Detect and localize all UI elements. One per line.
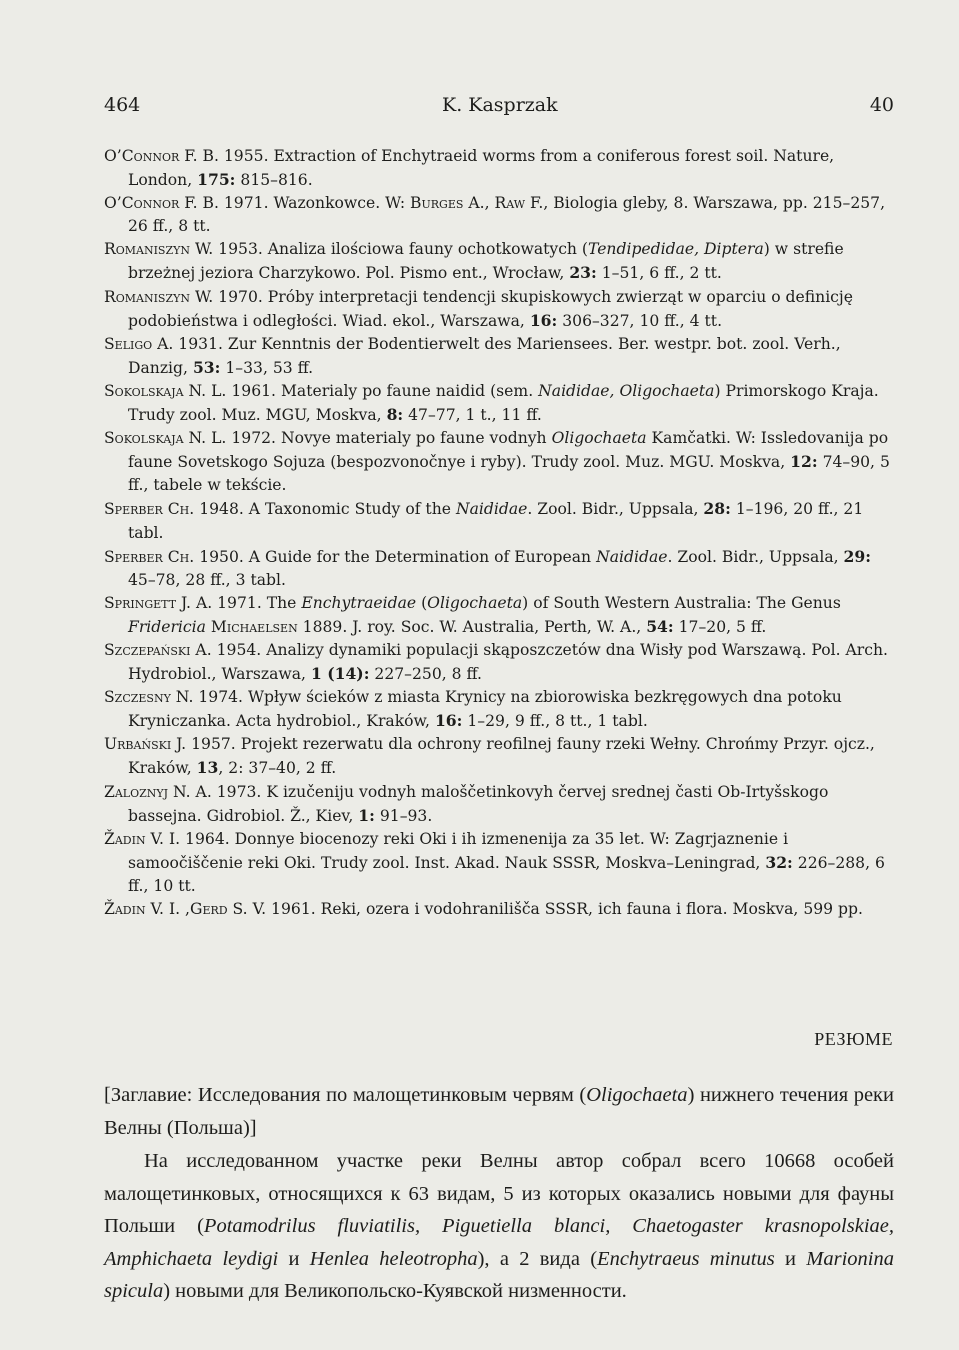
text-run: 1973. K izučeniju vodnyh maloščetinkovyh červej srednej časti Ob-Irtyšskogo bassejna. Gidrobiol. Ž., Kiev, xyxy=(128,782,829,825)
text-run: ) новыми для Великопольско-Куявской низменности. xyxy=(163,1280,627,1303)
text-run: 47–77, 1 t., 11 ff. xyxy=(403,406,542,425)
text-run: 1889. J. roy. Soc. W. Australia, Perth, W. A., xyxy=(297,617,647,636)
reference-entry xyxy=(104,192,894,238)
volume-number: 1: xyxy=(358,805,375,825)
taxon-name: Tendipedidae, Diptera xyxy=(588,240,764,259)
text-run: [Заглавие: Исследования по малощетинковым червям ( xyxy=(104,1084,587,1106)
taxon-name: Oligochaeta xyxy=(427,593,523,612)
volume-number: 32: xyxy=(765,852,793,872)
volume-number: 28: xyxy=(703,499,731,519)
volume-number: 16: xyxy=(434,711,463,731)
taxon-name: Marionina spicula xyxy=(104,1247,894,1303)
author-name: Urbański J. xyxy=(104,735,187,754)
taxon-name: Oligochaeta xyxy=(551,429,647,448)
text-run: 1961. Materialy po faune naidid (sem. xyxy=(226,381,539,400)
volume-number: 175: xyxy=(197,170,236,190)
reference-entry xyxy=(104,592,894,639)
text-run: 17–20, 5 ff. xyxy=(673,617,767,636)
reference-entry xyxy=(104,333,894,380)
reference-entry xyxy=(104,145,894,192)
author-name: O’Connor F. B. xyxy=(104,147,219,165)
author-name: Raw F. xyxy=(494,194,544,213)
text-run: 1–51, 6 ff., 2 tt. xyxy=(596,264,722,283)
volume-number: 29: xyxy=(843,546,872,566)
author-name: Žadin V. I. xyxy=(104,900,181,918)
text-run: ) of South Western Australia: The Genus xyxy=(522,593,841,612)
taxon-name: Oligochaeta xyxy=(586,1084,688,1106)
author-name: Gerd S. V. xyxy=(190,900,267,918)
reference-entry xyxy=(104,733,894,780)
text-run: , 2: 37–40, 2 ff. xyxy=(218,759,337,778)
taxon-name: Naididae, Oligochaeta xyxy=(538,381,715,400)
reference-entry xyxy=(104,238,894,285)
taxon-name: Fridericia xyxy=(128,617,206,636)
text-run: , xyxy=(484,194,495,213)
text-run: 1–196, 20 ff., 21 tabl. xyxy=(128,500,864,542)
reference-entry xyxy=(104,781,894,828)
reference-entry xyxy=(104,427,894,497)
author-name: Seligo A. xyxy=(104,334,174,353)
author-name: Sokolskaja N. L. xyxy=(104,429,227,448)
author-name: Springett J. A. xyxy=(104,593,213,612)
taxon-name: Naididae xyxy=(455,500,528,519)
author-name: Sperber Ch. xyxy=(104,500,195,519)
text-run: 74–90, 5 ff., tabele w tekście. xyxy=(128,453,890,495)
text-run: 1950. A Guide for the Determination of European xyxy=(194,547,597,566)
author-name: Sperber Ch. xyxy=(104,547,195,566)
author-name: Zaloznyj N. A. xyxy=(104,782,212,801)
volume-number: 13 xyxy=(196,758,219,778)
resume-heading: РЕЗЮМЕ xyxy=(814,1029,893,1049)
author-name: Burges A. xyxy=(410,194,485,213)
text-run: 1–33, 53 ff. xyxy=(220,358,314,377)
author-name: Michaelsen xyxy=(210,617,298,636)
text-run: 1953. Analiza ilościowa fauny ochotkowatych ( xyxy=(213,240,589,259)
reference-entry xyxy=(104,286,894,333)
reference-entry xyxy=(104,828,894,898)
volume-number: 54: xyxy=(646,616,674,636)
text-run: ( xyxy=(416,593,428,612)
author-name: Romaniszyn W. xyxy=(104,287,214,306)
text-run: ) w strefie brzeżnej jeziora Charzykowo. Pol. Pismo ent., Wrocław, xyxy=(128,240,844,283)
volume-number: 23: xyxy=(569,263,597,283)
text-run: 1971. Wazonkowce. W: xyxy=(218,194,411,213)
text-run: 227–250, 8 ff. xyxy=(369,665,483,684)
taxon-name: Potamodrilus fluviatilis, Piguetiella blanci, Chaetogaster krasnopolskiae, Amphichaeta leydigi xyxy=(104,1215,894,1270)
text-run: 815–816. xyxy=(235,171,313,190)
author-name: Žadin V. I. xyxy=(104,829,181,848)
taxon-name: Henlea heleotropha xyxy=(309,1247,478,1270)
text-run: 226–288, 6 ff., 10 tt. xyxy=(128,853,885,895)
author-name: O’Connor F. B. xyxy=(104,194,219,213)
text-run: 1961. Reki, ozera i vodohranilišča SSSR, ich fauna i flora. Moskva, 599 pp. xyxy=(266,900,863,918)
volume-number: 12: xyxy=(790,452,818,472)
text-run: ), а 2 вида ( xyxy=(477,1247,598,1270)
volume-number: 53: xyxy=(192,357,221,377)
reference-entry xyxy=(104,380,894,427)
taxon-name: Enchytraeus minutus xyxy=(597,1247,775,1270)
text-run: 1931. Zur Kenntnis der Bodentierwelt des Mariensees. Ber. westpr. bot. zool. Verh., Danzig, xyxy=(128,334,841,377)
text-run: , xyxy=(180,900,191,918)
text-run: 1955. Extraction of Enchytraeid worms from a coniferous forest soil. Nature, London, xyxy=(128,147,835,190)
text-run: 1948. A Taxonomic Study of the xyxy=(194,500,456,519)
volume-number: 40 xyxy=(869,94,894,116)
page-number: 464 xyxy=(104,94,141,116)
text-run: ) нижнего течения реки Велны (Польша)] xyxy=(104,1084,894,1139)
author-name: Sokolskaja N. L. xyxy=(104,381,227,400)
reference-entry xyxy=(104,686,894,733)
author-name: Szczepański A. xyxy=(104,640,212,659)
text-run: 1972. Novye materialy po faune vodnyh xyxy=(226,429,552,448)
volume-number: 16: xyxy=(529,310,558,330)
taxon-name: Enchytraeidae xyxy=(301,593,417,612)
taxon-name: Naididae xyxy=(596,547,668,566)
text-run: 1971. The xyxy=(212,593,302,612)
author-name: Romaniszyn W. xyxy=(104,240,214,259)
text-run: Kamčatki. W: Issledovanija po faune Sovetskogo Sojuza (bespozvonočnye i ryby). Trudy zool. Muz. MGU. Moskva, xyxy=(128,429,889,472)
running-header xyxy=(104,94,894,122)
resume-body xyxy=(104,1145,894,1308)
reference-list xyxy=(104,145,894,921)
reference-entry xyxy=(104,898,894,921)
volume-number: 1 (14): xyxy=(310,664,370,684)
author-name: Szczesny N. xyxy=(104,688,194,707)
text-run: . Zool. Bidr., Uppsala, xyxy=(667,547,844,566)
text-run: и xyxy=(278,1247,310,1270)
text-run: и xyxy=(774,1247,807,1270)
text-run: ) Primorskogo Kraja. Trudy zool. Muz. MGU, Moskva, xyxy=(128,381,879,425)
reference-entry xyxy=(104,639,894,686)
text-run: 1957. Projekt rezerwatu dla ochrony reofilnej fauny rzeki Wełny. Chrońmy Przyr. ojcz., Kraków, xyxy=(128,735,875,778)
text-run: 1–29, 9 ff., 8 tt., 1 tabl. xyxy=(462,712,648,731)
reference-entry xyxy=(104,497,894,544)
text-run: 306–327, 10 ff., 4 tt. xyxy=(557,311,723,330)
text-run: . Zool. Bidr., Uppsala, xyxy=(527,500,704,519)
resume-title xyxy=(104,1079,894,1144)
text-run: 1974. Wpływ ścieków z miasta Krynicy na zbiorowiska bezkręgowych dna potoku Kryniczanka. Acta hydrobiol., Kraków, xyxy=(128,688,842,731)
reference-entry xyxy=(104,545,894,592)
running-author: K. Kasprzak xyxy=(442,94,558,116)
text-run: 91–93. xyxy=(374,806,433,825)
text-run: 1970. Próby interpretacji tendencji skupiskowych zwierząt w oparciu o definicję podobieństwa i odległości. Wiad. ekol., Warszawa, xyxy=(128,287,853,330)
text-run: 1954. Analizy dynamiki populacji skąposzczetów dna Wisły pod Warszawą. Pol. Arch. Hydrobiol., Warszawa, xyxy=(128,640,888,684)
volume-number: 8: xyxy=(386,405,404,425)
text-run: 1964. Donnye biocenozy reki Oki i ih izmenenija za 35 let. W: Zagrjaznenie i samoočiščenie reki Oki. Trudy zool. Inst. Akad. Nauk SSSR, Moskva–Leningrad, xyxy=(128,829,789,872)
text-run: , Biologia gleby, 8. Warszawa, pp. 215–257, 26 ff., 8 tt. xyxy=(128,194,886,236)
text-run: 45–78, 28 ff., 3 tabl. xyxy=(128,570,286,589)
text-run: На исследованном участке реки Велны автор собрал всего 10668 особей малощетинковых, относящихся к 63 видам, 5 из которых оказались новыми для фауны Польши ( xyxy=(104,1150,894,1238)
